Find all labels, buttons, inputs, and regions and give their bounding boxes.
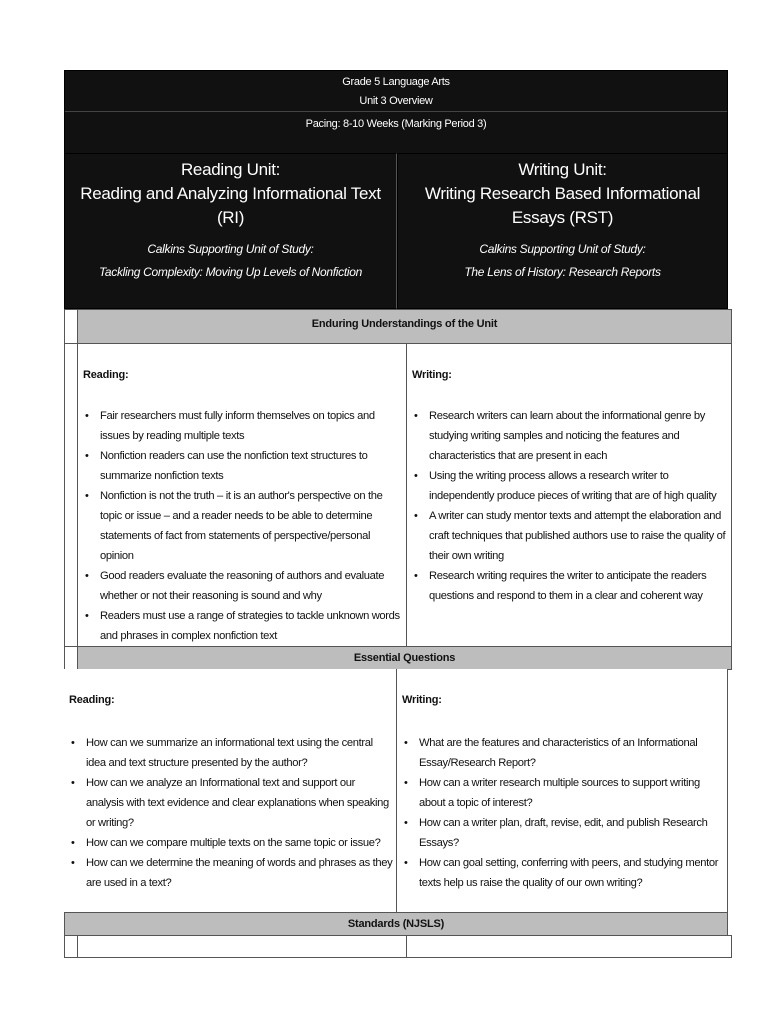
reading-unit-heading: Reading Unit:	[180, 160, 281, 179]
essential-questions-heading: Essential Questions	[77, 646, 732, 670]
list-item: • Research writing requires the writer to anticipate the readers questions and respond to them in a clear and coherent way	[412, 566, 730, 606]
enduring-body-stub	[64, 343, 78, 647]
list-item: • Good readers evaluate the reasoning of authors and evaluate whether or not their reasoning is sound and why	[83, 566, 403, 606]
list-item: • How can we compare multiple texts on the same topic or issue?	[69, 833, 393, 853]
list-item: • Nonfiction readers can use the nonfiction text structures to summarize nonfiction texts	[83, 446, 403, 486]
list-item: • How can goal setting, conferring with peers, and studying mentor texts help us raise the quality of our own writing?	[402, 853, 724, 893]
essential-reading-cell	[64, 669, 397, 913]
standards-writing-cell	[406, 935, 732, 958]
enduring-writing-cell	[406, 343, 732, 647]
writing-unit-subtitle	[398, 238, 727, 284]
enduring-reading-label: Reading:	[83, 369, 129, 381]
essential-writing-list	[402, 733, 724, 893]
essential-reading-list	[69, 733, 393, 893]
course-title: Grade 5 Language Arts	[342, 76, 450, 88]
standards-heading: Standards (NJSLS)	[64, 912, 728, 936]
header-divider	[65, 111, 727, 112]
list-item: • Nonfiction is not the truth – it is an author's perspective on the topic or issue – and a reader needs to be able to determine statements of fact from statements of perspective/personal opinion	[83, 486, 403, 566]
list-item: • What are the features and characteristics of an Informational Essay/Research Report?	[402, 733, 724, 773]
writing-unit-cell	[397, 153, 728, 309]
reading-supporting-unit: Tackling Complexity: Moving Up Levels of Nonfiction	[98, 265, 363, 279]
writing-unit-heading: Writing Unit:	[518, 160, 607, 179]
reading-unit-cell	[64, 153, 397, 309]
reading-supporting-label: Calkins Supporting Unit of Study:	[147, 242, 314, 256]
essential-writing-label: Writing:	[402, 694, 442, 706]
writing-supporting-label: Calkins Supporting Unit of Study:	[479, 242, 646, 256]
enduring-writing-label: Writing:	[412, 369, 452, 381]
list-item: • How can a writer plan, draft, revise, edit, and publish Research Essays?	[402, 813, 724, 853]
writing-supporting-unit: The Lens of History: Research Reports	[464, 265, 661, 279]
list-item: • How can we determine the meaning of words and phrases as they are used in a text?	[69, 853, 393, 893]
unit-overview-title: Unit 3 Overview	[359, 95, 433, 107]
writing-unit-name: Writing Research Based Informational Essays (RST)	[424, 184, 701, 227]
list-item: • Using the writing process allows a research writer to independently produce pieces of writing that are of high quality	[412, 466, 730, 506]
reading-unit-subtitle	[65, 238, 396, 284]
list-item: • How can we summarize an informational text using the central idea and text structure presented by the author?	[69, 733, 393, 773]
list-item: • How can a writer research multiple sources to support writing about a topic of interest?	[402, 773, 724, 813]
writing-unit-title	[398, 158, 727, 230]
standards-row-stub	[64, 935, 78, 958]
list-item: • Research writers can learn about the informational genre by studying writing samples and noticing the features and characteristics that are present in each	[412, 406, 730, 466]
reading-unit-title	[65, 158, 396, 230]
essential-bar-stub	[64, 646, 78, 670]
essential-reading-label: Reading:	[69, 694, 115, 706]
list-item: • Readers must use a range of strategies to tackle unknown words and phrases in complex nonfiction text	[83, 606, 403, 646]
essential-writing-cell	[396, 669, 728, 913]
list-item: • How can we analyze an Informational text and support our analysis with text evidence and clear explanations when speaking or writing?	[69, 773, 393, 833]
pacing-text: Pacing: 8-10 Weeks (Marking Period 3)	[305, 118, 487, 130]
list-item: • A writer can study mentor texts and attempt the elaboration and craft techniques that published authors use to raise the quality of their own writing	[412, 506, 730, 566]
enduring-reading-cell	[77, 343, 407, 647]
reading-unit-name: Reading and Analyzing Informational Text (RI)	[80, 184, 381, 227]
enduring-reading-list	[83, 406, 403, 646]
enduring-understandings-heading: Enduring Understandings of the Unit	[77, 309, 732, 344]
list-item: • Fair researchers must fully inform themselves on topics and issues by reading multiple texts	[83, 406, 403, 446]
standards-reading-cell	[77, 935, 407, 958]
enduring-writing-list	[412, 406, 730, 606]
enduring-bar-stub	[64, 309, 78, 344]
document-header	[64, 70, 728, 154]
